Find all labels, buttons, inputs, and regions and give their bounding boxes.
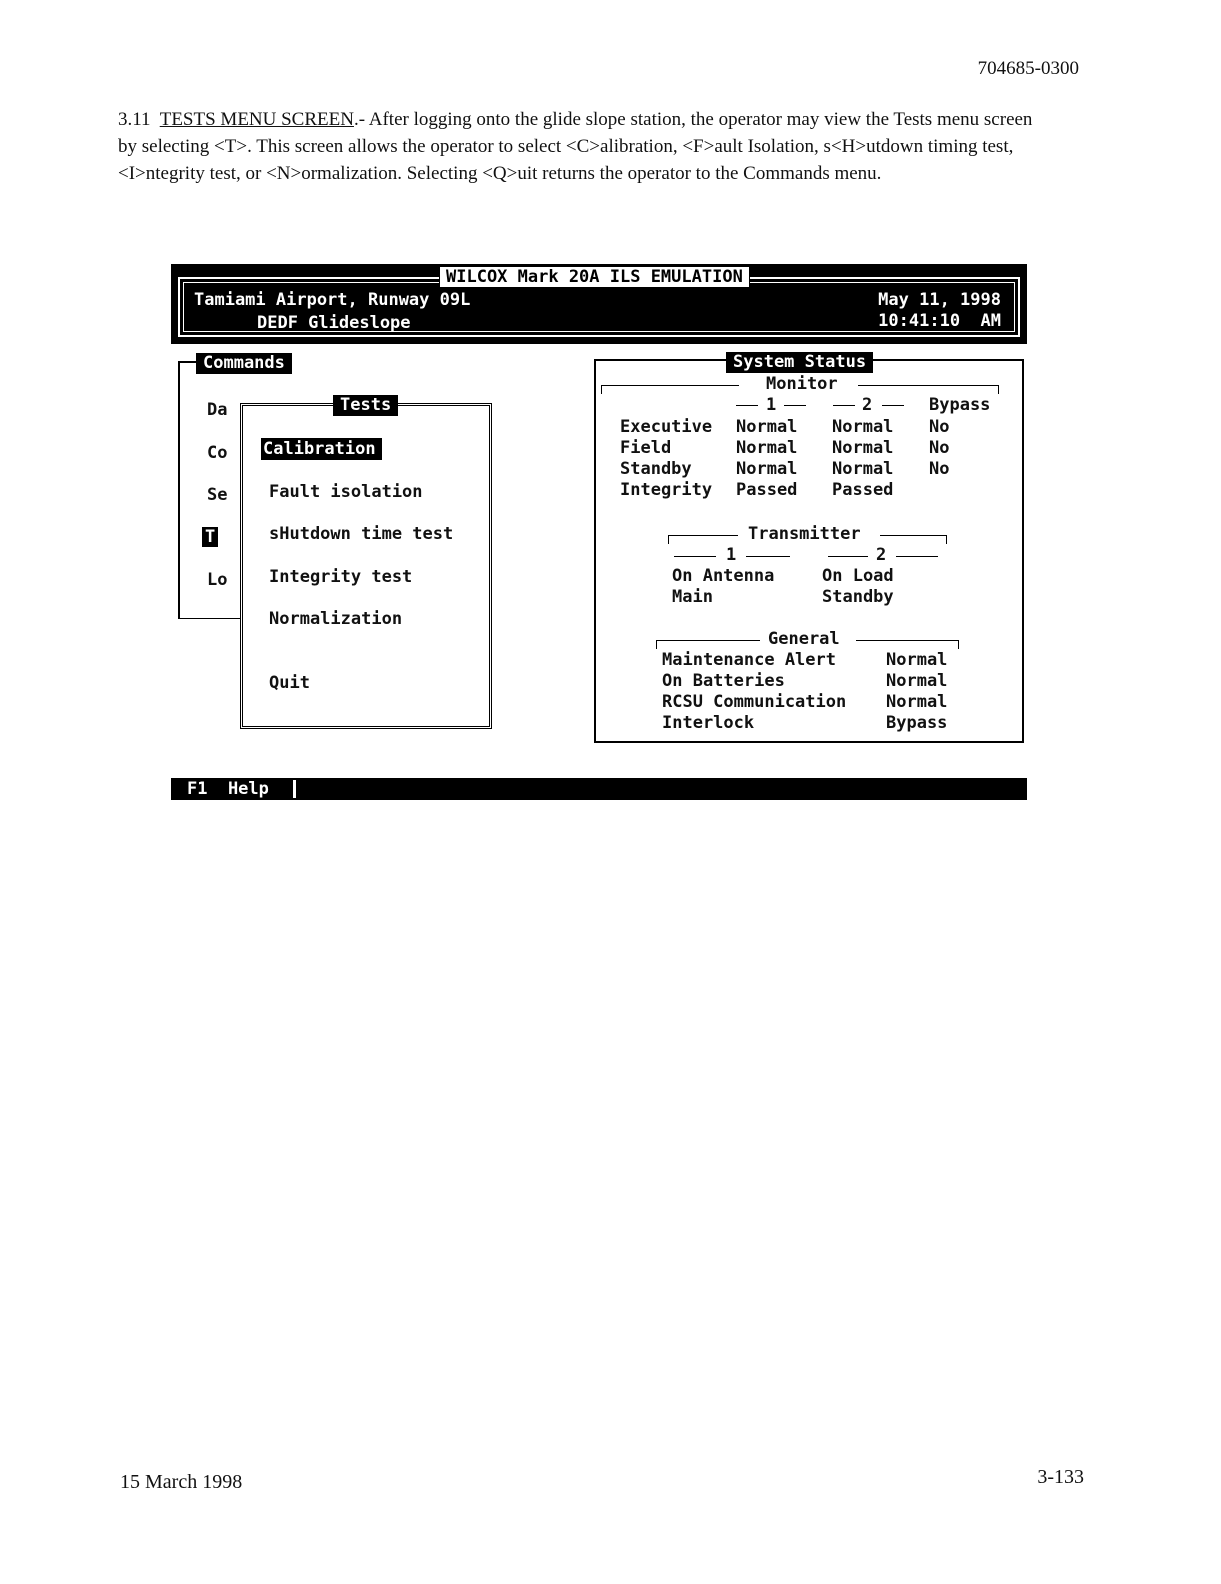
f1-help-button[interactable]: F1 Help [187, 779, 269, 799]
transmitter-col-1: 1 [726, 545, 737, 565]
transmitter-cell: Standby [822, 587, 894, 607]
page-number: 3-133 [1037, 1466, 1084, 1488]
transmitter-cell: On Load [822, 566, 894, 586]
document-number: 704685-0300 [977, 58, 1079, 79]
monitor-cell: Passed [832, 480, 894, 500]
general-row-label: RCSU Communication [662, 692, 847, 712]
section-title: TESTS MENU SCREEN [159, 109, 354, 130]
tests-item-calibration[interactable]: Calibration [261, 438, 382, 460]
monitor-cell: Normal [736, 417, 798, 437]
date-label: May 11, 1998 [878, 290, 1001, 310]
app-title: WILCOX Mark 20A ILS EMULATION [439, 266, 750, 288]
tests-item-integrity-test[interactable]: Integrity test [269, 567, 413, 587]
monitor-col-bypass: Bypass [929, 395, 991, 415]
tests-title: Tests [333, 395, 398, 416]
command-item-selected[interactable]: T [202, 527, 218, 547]
general-row-value: Bypass [886, 713, 948, 733]
system-status-panel [594, 352, 1024, 743]
general-row-label: Interlock [662, 713, 755, 733]
monitor-cell: Normal [736, 438, 798, 458]
transmitter-cell: Main [672, 587, 713, 607]
monitor-col-1: 1 [766, 395, 777, 415]
monitor-cell: Passed [736, 480, 798, 500]
general-title: General [768, 629, 840, 649]
tests-item-shutdown-time-test[interactable]: sHutdown time test [269, 524, 454, 544]
emulator-screen [171, 264, 1027, 800]
monitor-row-label: Executive [620, 417, 713, 437]
intro-paragraph [118, 106, 1043, 187]
tests-item-fault-isolation[interactable]: Fault isolation [269, 482, 423, 502]
system-status-title: System Status [726, 352, 873, 373]
monitor-cell: Normal [736, 459, 798, 479]
monitor-cell: Normal [832, 438, 894, 458]
help-bar [171, 778, 1027, 800]
location-label: Tamiami Airport, Runway 09L [194, 290, 471, 310]
command-item[interactable]: Co [207, 443, 228, 463]
command-item[interactable]: Se [207, 485, 228, 505]
footer-date: 15 March 1998 [120, 1471, 243, 1493]
monitor-cell: No [929, 459, 950, 479]
section-body: .- After logging onto the glide slope station, the operator may view the Tests menu screen by selecting <T>. This screen allows the operator to select <C>alibration, <F>ault Isolation, s<H>utdown timing test, <I>ntegrity test, or <N>ormalization. Selecting <Q>uit returns the operator to the Commands menu. [118, 109, 1033, 184]
time-label: 10:41:10 AM [878, 311, 1001, 331]
command-item[interactable]: Lo [207, 570, 228, 590]
monitor-cell: No [929, 438, 950, 458]
monitor-row-label: Standby [620, 459, 692, 479]
monitor-cell: No [929, 417, 950, 437]
monitor-cell: Normal [832, 417, 894, 437]
facility-label: DEDF Glideslope [257, 313, 411, 333]
general-row-value: Normal [886, 671, 948, 691]
transmitter-col-2: 2 [876, 545, 887, 565]
transmitter-cell: On Antenna [672, 566, 775, 586]
monitor-cell: Normal [832, 459, 894, 479]
monitor-col-2: 2 [862, 395, 873, 415]
tests-item-quit[interactable]: Quit [269, 673, 310, 693]
screen-header [171, 264, 1027, 344]
general-row-label: On Batteries [662, 671, 785, 691]
commands-title: Commands [196, 353, 292, 374]
section-number: 3.11 [118, 109, 151, 130]
transmitter-title: Transmitter [748, 524, 861, 544]
monitor-row-label: Field [620, 438, 672, 458]
tests-menu [240, 395, 492, 729]
command-item[interactable]: Da [207, 400, 228, 420]
tests-item-normalization[interactable]: Normalization [269, 609, 403, 629]
general-row-value: Normal [886, 650, 948, 670]
monitor-title: Monitor [766, 374, 838, 394]
general-row-label: Maintenance Alert [662, 650, 836, 670]
general-row-value: Normal [886, 692, 948, 712]
monitor-row-label: Integrity [620, 480, 713, 500]
